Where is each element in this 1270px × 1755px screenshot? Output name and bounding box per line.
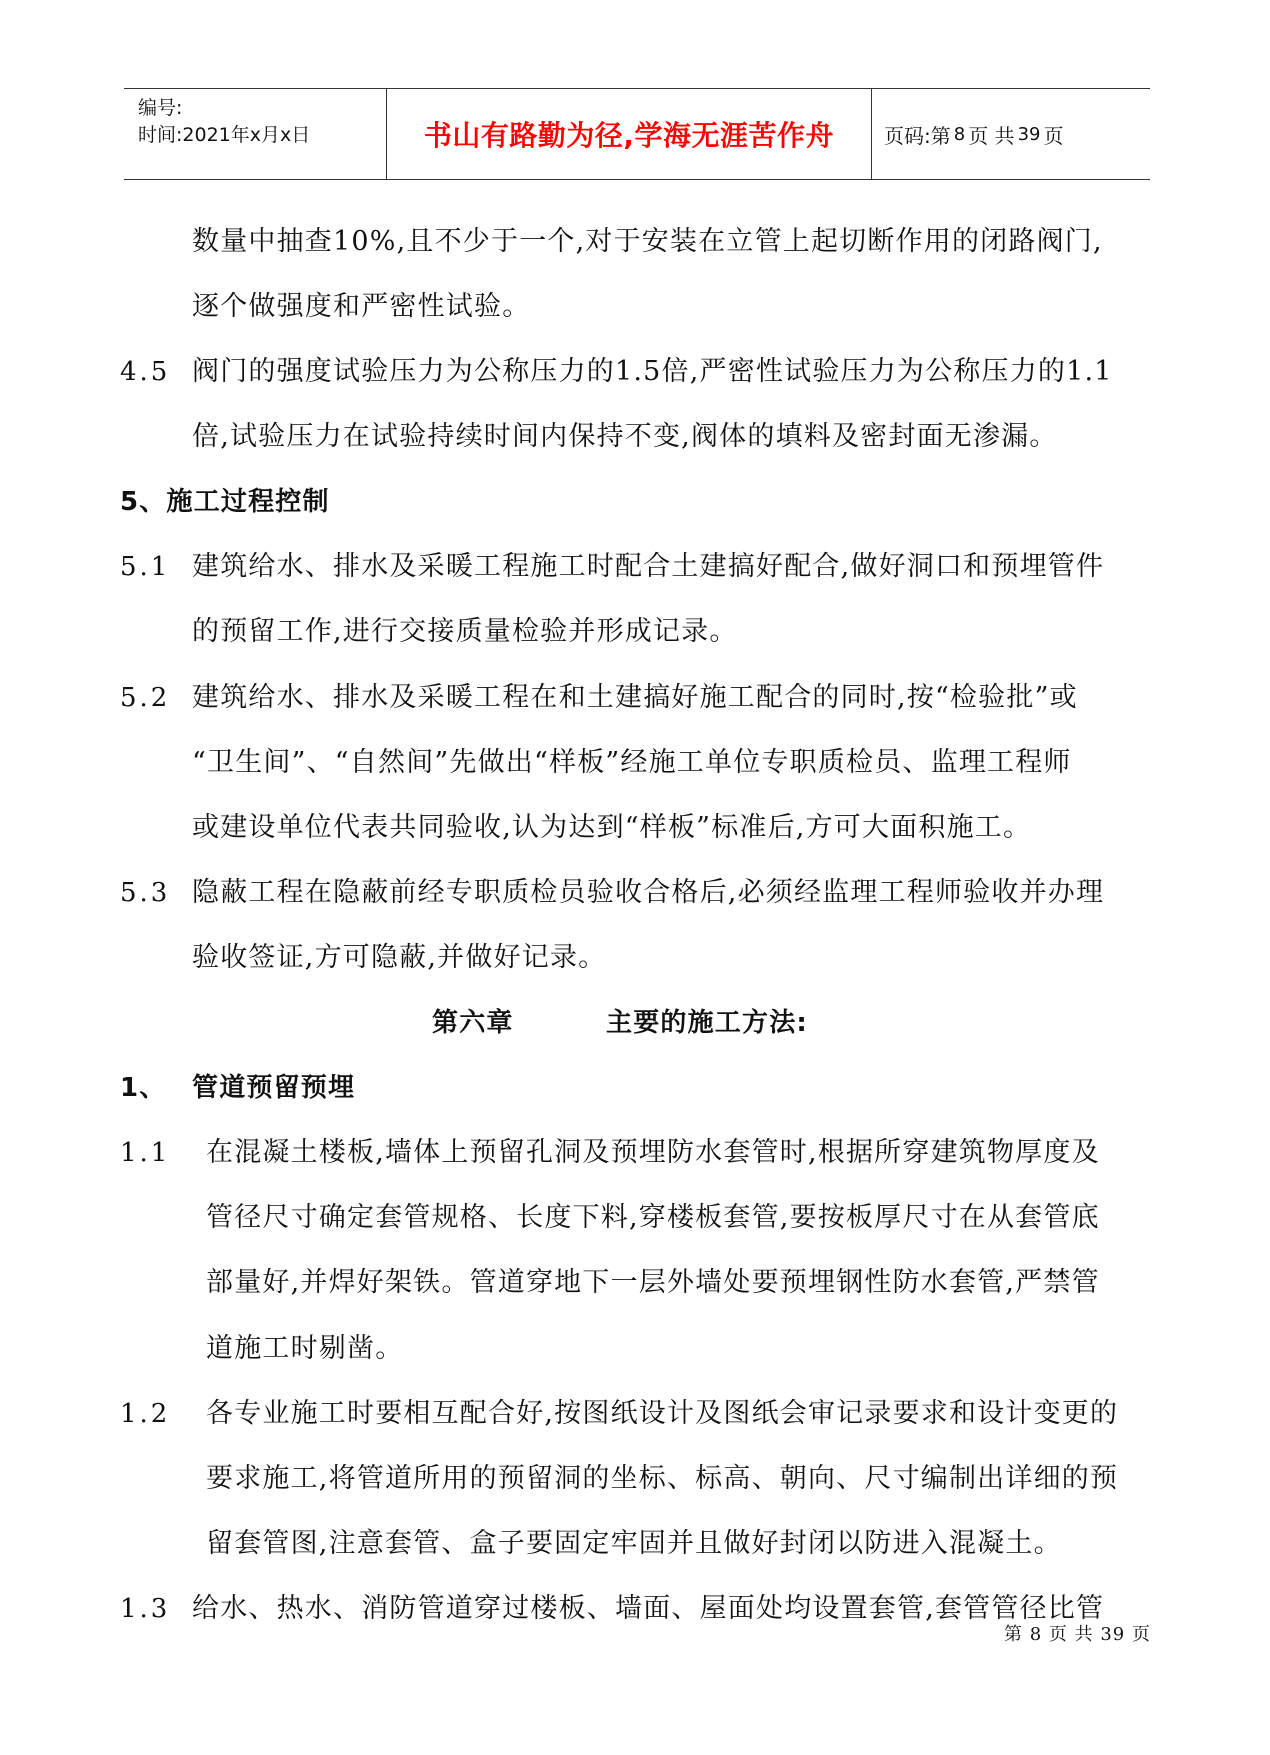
section-number: 5.3	[120, 878, 171, 908]
paragraph-line: 建筑给水、排水及采暖工程施工时配合土建搞好配合,做好洞口和预埋管件	[192, 551, 1105, 582]
paragraph-line: 留套管图,注意套管、盒子要固定牢固并且做好封闭以防进入混凝土。	[206, 1528, 1062, 1559]
section-number: 1.3	[120, 1594, 171, 1624]
section-heading: 5、施工过程控制	[120, 487, 330, 517]
paragraph-line: “卫生间”、“自然间”先做出“样板”经施工单位专职质检员、监理工程师	[192, 747, 1072, 778]
header-number-label: 编号:	[138, 97, 183, 119]
section-number: 4.5	[120, 357, 171, 387]
paragraph-line: 管径尺寸确定套管规格、长度下料,穿楼板套管,要按板厚尺寸在从套管底	[206, 1202, 1100, 1233]
paragraph-line: 在混凝土楼板,墙体上预留孔洞及预埋防水套管时,根据所穿建筑物厚度及	[206, 1137, 1100, 1168]
header-meta-cell	[124, 89, 387, 179]
paragraph-line: 倍,试验压力在试验持续时间内保持不变,阀体的填料及密封面无渗漏。	[192, 421, 1058, 452]
section-heading-number: 1、	[120, 1073, 167, 1103]
paragraph-line: 给水、热水、消防管道穿过楼板、墙面、屋面处均设置套管,套管管径比管	[192, 1593, 1105, 1624]
paragraph-line: 隐蔽工程在隐蔽前经专职质检员验收合格后,必须经监理工程师验收并办理	[192, 877, 1105, 908]
paragraph-line: 各专业施工时要相互配合好,按图纸设计及图纸会审记录要求和设计变更的	[206, 1398, 1119, 1429]
section-number: 5.1	[120, 552, 171, 582]
document-header	[124, 88, 1150, 180]
header-page-total: 39	[1017, 123, 1041, 145]
header-motto: 书山有路勤为径,学海无涯苦作舟	[387, 89, 872, 179]
paragraph-line: 部量好,并焊好架铁。管道穿地下一层外墙处要预埋钢性防水套管,严禁管	[206, 1267, 1100, 1298]
paragraph-line: 逐个做强度和严密性试验。	[192, 291, 531, 322]
paragraph-line: 或建设单位代表共同验收,认为达到“样板”标准后,方可大面积施工。	[192, 812, 1032, 843]
header-page-prefix: 页码:第	[884, 123, 951, 148]
section-number: 5.2	[120, 683, 171, 713]
header-page-suffix: 页	[1043, 123, 1064, 148]
footer-page-number: 第 8 页 共 39 页	[1004, 1624, 1151, 1645]
paragraph-line: 验收签证,方可隐蔽,并做好记录。	[192, 942, 607, 973]
paragraph-line: 数量中抽查10%,且不少于一个,对于安装在立管上起切断作用的闭路阀门,	[192, 226, 1103, 257]
header-page-info	[872, 89, 1150, 179]
header-time-label: 时间:2021年x月x日	[138, 124, 311, 146]
paragraph-line: 阀门的强度试验压力为公称压力的1.5倍,严密性试验压力为公称压力的1.1	[192, 356, 1113, 387]
paragraph-line: 的预留工作,进行交接质量检验并形成记录。	[192, 616, 738, 647]
chapter-number: 第六章	[432, 1008, 514, 1038]
section-number: 1.1	[120, 1138, 171, 1168]
paragraph-line: 要求施工,将管道所用的预留洞的坐标、标高、朝向、尺寸编制出详细的预	[206, 1463, 1119, 1494]
header-page-number: 8	[953, 123, 966, 145]
header-page-mid: 页 共	[968, 123, 1015, 148]
section-number: 1.2	[120, 1399, 171, 1429]
section-heading: 管道预留预埋	[192, 1073, 356, 1103]
chapter-title: 主要的施工方法:	[606, 1008, 808, 1038]
paragraph-line: 建筑给水、排水及采暖工程在和土建搞好施工配合的同时,按“检验批”或	[192, 682, 1078, 713]
paragraph-line: 道施工时剔凿。	[206, 1333, 404, 1364]
